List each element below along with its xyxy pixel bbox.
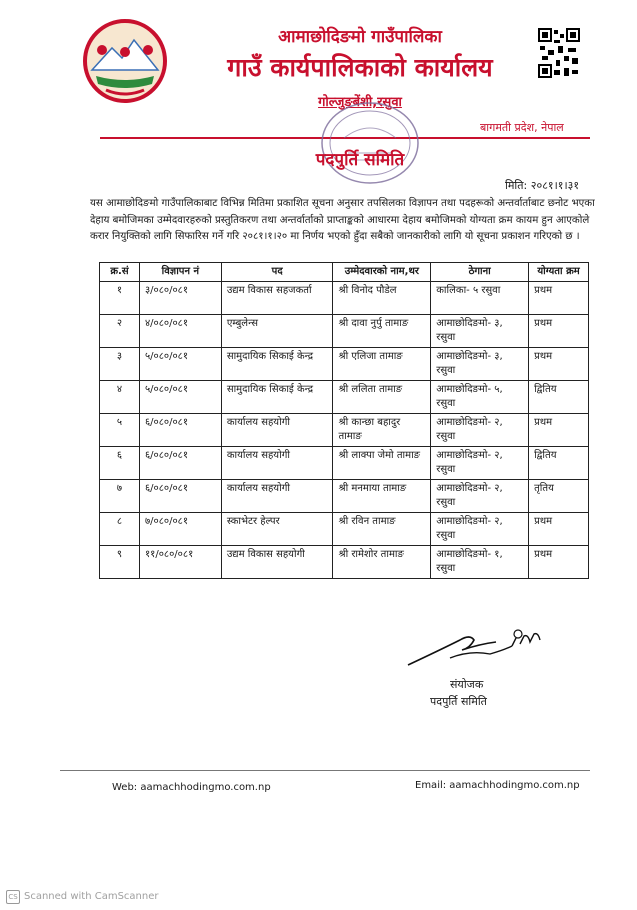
notice-title: पदपुर्ति समिति: [315, 150, 405, 170]
cell-serial: ८: [100, 513, 140, 546]
office-name: गाउँ कार्यपालिकाको कार्यालय: [227, 53, 493, 82]
cell-advert-no: ६/०८०/०८१: [139, 447, 221, 480]
header-advert-no: विज्ञापन नं: [139, 263, 221, 282]
office-stamp-icon: [318, 98, 422, 188]
cell-merit-rank: द्वितिय: [529, 381, 589, 414]
table-row: [100, 447, 589, 480]
office-location: गोल्जुङबेंशी,रसुवा: [318, 95, 402, 110]
cell-candidate: श्री एलिजा तामाङ: [333, 348, 431, 381]
signer-committee: पदपुर्ति समिति: [430, 695, 487, 708]
cell-position: सामुदायिक सिकाई केन्द्र: [221, 381, 333, 414]
cell-position: कार्यालय सहयोगी: [221, 480, 333, 513]
table-row: [100, 381, 589, 414]
cell-merit-rank: प्रथम: [529, 348, 589, 381]
cell-candidate: श्री रामेशोर तामाङ: [333, 546, 431, 579]
cell-serial: ४: [100, 381, 140, 414]
cell-advert-no: ५/०८०/०८१: [139, 381, 221, 414]
header-serial: क्र.सं: [100, 263, 140, 282]
cell-merit-rank: प्रथम: [529, 513, 589, 546]
cell-candidate: श्री रविन तामाङ: [333, 513, 431, 546]
cell-serial: ७: [100, 480, 140, 513]
province-name: बागमती प्रदेश, नेपाल: [480, 121, 564, 134]
header-merit-rank: योग्यता क्रम: [529, 263, 589, 282]
cell-serial: ३: [100, 348, 140, 381]
footer-divider: [60, 770, 590, 771]
cell-serial: ९: [100, 546, 140, 579]
cell-address: कालिका- ५ रसुवा: [431, 282, 529, 315]
cell-candidate: श्री विनोद पौडेल: [333, 282, 431, 315]
cell-address: आमाछोदिङमो- २, रसुवा: [431, 480, 529, 513]
cell-address: आमाछोदिङमो- २, रसुवा: [431, 513, 529, 546]
cell-position: सामुदायिक सिकाई केन्द्र: [221, 348, 333, 381]
cell-serial: ६: [100, 447, 140, 480]
cell-candidate: श्री ललिता तामाङ: [333, 381, 431, 414]
notice-paragraph: यस आमाछोदिङमो गाउँपालिकाबाट विभिन्न मितिमा प्रकाशित सूचना अनुसार तपसिलका विज्ञापन तथा पदहरूको अन्तर्वार्ताबाट छनोट भएका देहाय बमोजिमका उम्मेदवारहरुको प्रस्तुतिकरण तथा अन्तर्वार्ताको प्राप्ताङ्कको आधारमा देहाय बमोजिमको योग्यता क्रम कायम हुन आएकोले करार नियुक्तिको लागि सिफारिस गर्ने गरि २०८१।१।२० मा निर्णय भएको हुँदा सबैको जानकारीको लागि यो सूचना प्रकाशन गरिएको छ ।: [90, 198, 595, 242]
table-row: [100, 480, 589, 513]
cell-advert-no: ११/०८०/०८१: [139, 546, 221, 579]
cell-merit-rank: प्रथम: [529, 282, 589, 315]
table-row: [100, 282, 589, 315]
cell-address: आमाछोदिङमो- १, रसुवा: [431, 546, 529, 579]
cell-candidate: श्री लाक्पा जेमो तामाङ: [333, 447, 431, 480]
cell-position: उद्यम विकास सहयोगी: [221, 546, 333, 579]
table-row: [100, 546, 589, 579]
cell-serial: ५: [100, 414, 140, 447]
cell-candidate: श्री मनमाया तामाङ: [333, 480, 431, 513]
signature-icon: [400, 620, 550, 675]
cell-serial: १: [100, 282, 140, 315]
cell-candidate: श्री कान्छा बहादुर तामाङ: [333, 414, 431, 447]
qr-code-icon: [538, 28, 580, 78]
selection-table: [99, 262, 589, 579]
table-row: [100, 414, 589, 447]
camscanner-watermark: Scanned with CamScanner: [24, 891, 159, 902]
header-position: पद: [221, 263, 333, 282]
cell-candidate: श्री दावा नुर्पु तामाङ: [333, 315, 431, 348]
cell-advert-no: ७/०८०/०८१: [139, 513, 221, 546]
table-row: [100, 315, 589, 348]
camscanner-logo-icon: CS: [6, 890, 20, 904]
cell-advert-no: ५/०८०/०८१: [139, 348, 221, 381]
cell-merit-rank: तृतिय: [529, 480, 589, 513]
header-address: ठेगाना: [431, 263, 529, 282]
header-candidate: उम्मेदवारको नाम,थर: [333, 263, 431, 282]
cell-position: स्काभेटर हेल्पर: [221, 513, 333, 546]
cell-advert-no: ४/०८०/०८१: [139, 315, 221, 348]
footer-email[interactable]: Email: aamachhodingmo.com.np: [415, 780, 580, 791]
cell-merit-rank: द्वितिय: [529, 447, 589, 480]
cell-address: आमाछोदिङमो- ३, रसुवा: [431, 348, 529, 381]
municipality-name: आमाछोदिङमो गाउँपालिका: [278, 27, 442, 47]
cell-merit-rank: प्रथम: [529, 546, 589, 579]
notice-date: मिति: २०८१।१।३१: [505, 179, 580, 192]
cell-advert-no: ६/०८०/०८१: [139, 480, 221, 513]
cell-advert-no: ३/०८०/०८१: [139, 282, 221, 315]
cell-merit-rank: प्रथम: [529, 315, 589, 348]
cell-position: उद्यम विकास सहजकर्ता: [221, 282, 333, 315]
cell-position: कार्यालय सहयोगी: [221, 447, 333, 480]
cell-serial: २: [100, 315, 140, 348]
footer-website[interactable]: Web: aamachhodingmo.com.np: [112, 782, 271, 793]
table-row: [100, 348, 589, 381]
cell-address: आमाछोदिङमो- २, रसुवा: [431, 414, 529, 447]
cell-advert-no: ६/०८०/०८१: [139, 414, 221, 447]
table-row: [100, 513, 589, 546]
table-header-row: [100, 263, 589, 282]
cell-address: आमाछोदिङमो- ५, रसुवा: [431, 381, 529, 414]
nepal-emblem-icon: [82, 18, 168, 104]
cell-position: एम्बुलेन्स: [221, 315, 333, 348]
signer-role: संयोजक: [450, 678, 484, 691]
cell-address: आमाछोदिङमो- ३, रसुवा: [431, 315, 529, 348]
cell-address: आमाछोदिङमो- २, रसुवा: [431, 447, 529, 480]
cell-merit-rank: प्रथम: [529, 414, 589, 447]
cell-position: कार्यालय सहयोगी: [221, 414, 333, 447]
